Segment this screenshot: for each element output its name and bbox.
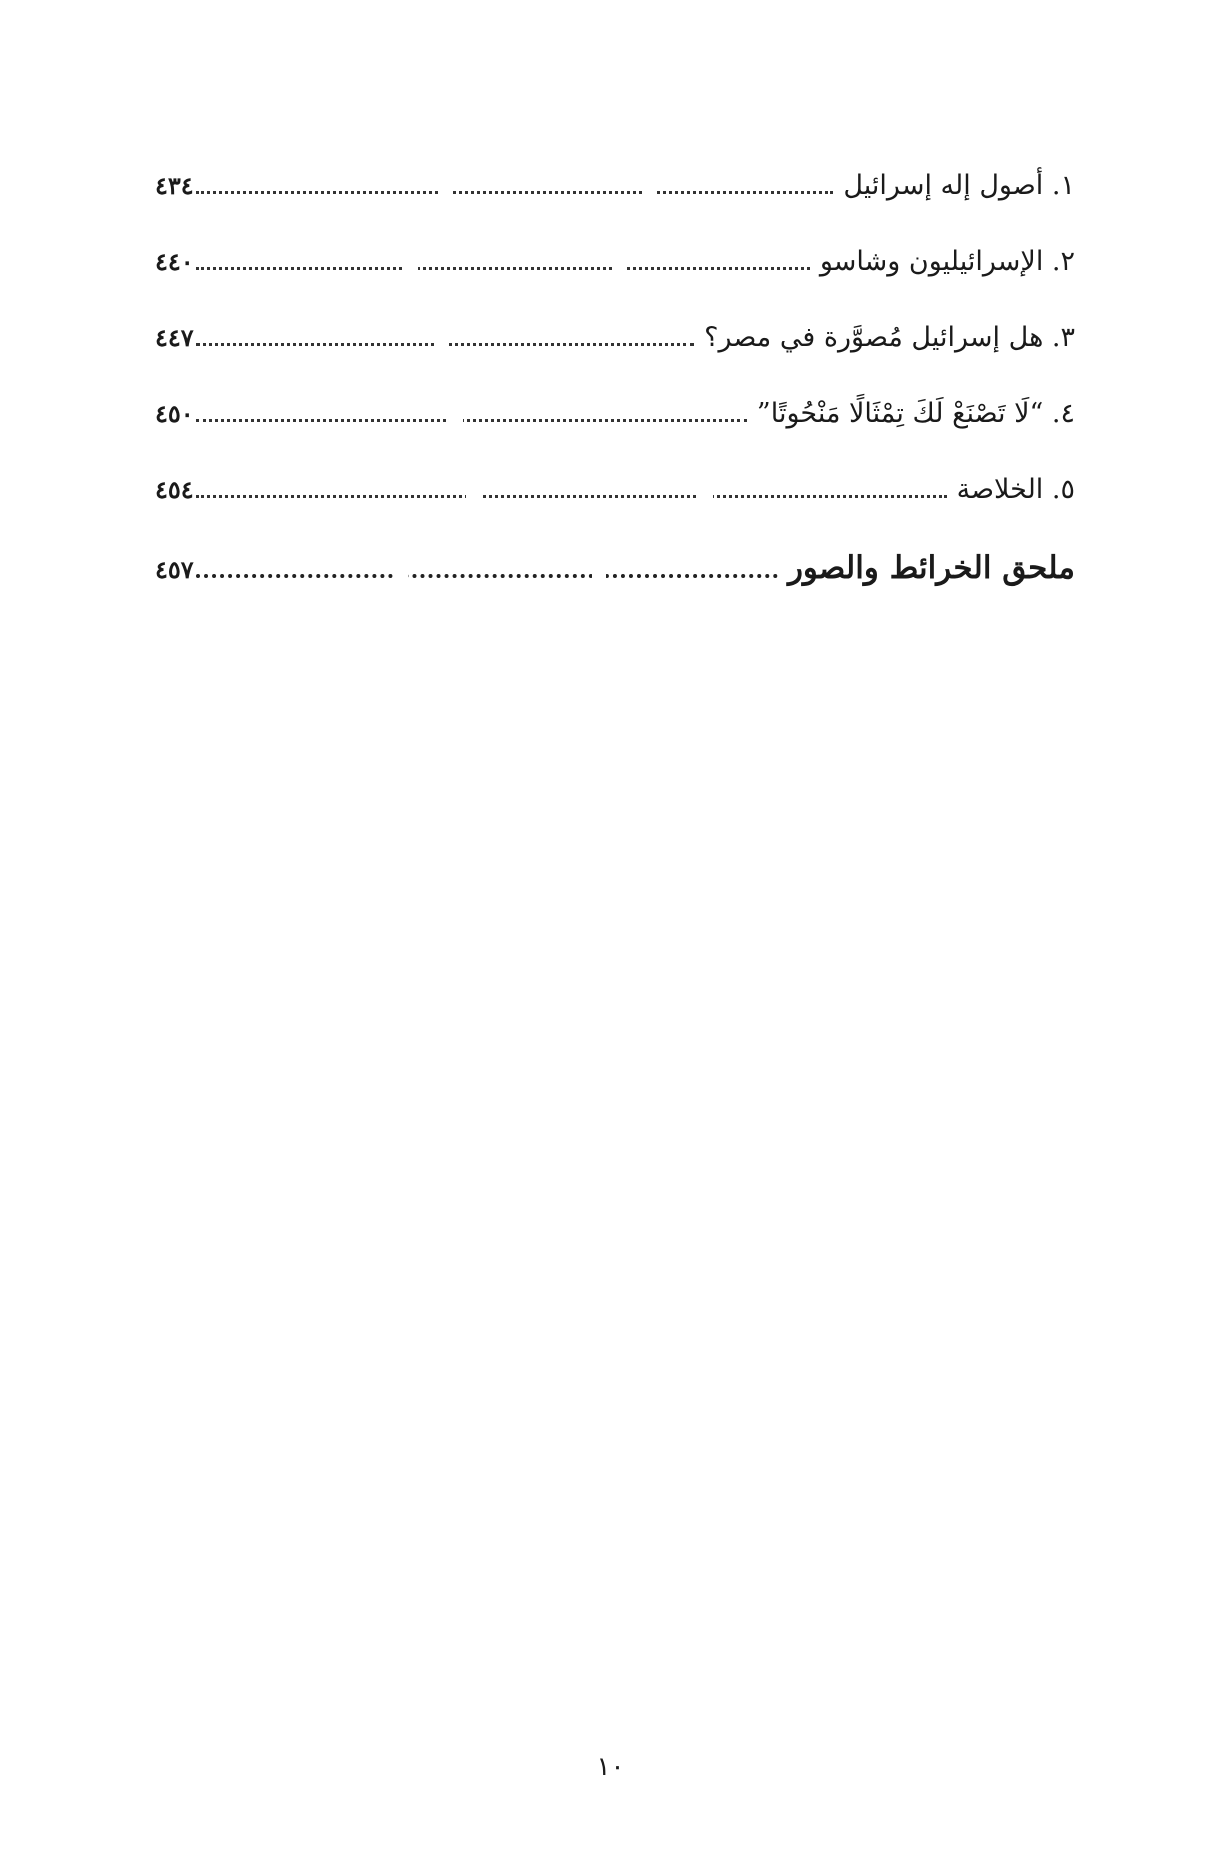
toc-entry-page: ٤٣٤ bbox=[155, 171, 194, 200]
toc-entry-title: ٥. الخلاصة bbox=[956, 474, 1075, 505]
table-of-contents bbox=[155, 170, 1075, 626]
toc-entry-page: ٤٥٤ bbox=[155, 475, 194, 504]
toc-entry-3 bbox=[155, 322, 1075, 398]
toc-entry-page: ٤٤٧ bbox=[155, 323, 194, 352]
dot-leader bbox=[196, 343, 694, 346]
toc-entry-page: ٤٥٠ bbox=[155, 399, 194, 428]
toc-entry-title: ٢. الإسرائيليون وشاسو bbox=[819, 246, 1075, 277]
toc-entry-title: ١. أصول إله إسرائيل bbox=[843, 170, 1075, 201]
dot-leader bbox=[196, 574, 778, 578]
toc-entry-page: ٤٤٠ bbox=[155, 247, 194, 276]
dot-leader bbox=[196, 419, 747, 422]
toc-entry-page: ٤٥٧ bbox=[155, 555, 194, 584]
toc-entry-title: ٤. “لَا تَصْنَعْ لَكَ تِمْثَالًا مَنْحُوتًا” bbox=[756, 398, 1075, 429]
toc-entry-title: ٣. هل إسرائيل مُصوَّرة في مصر؟ bbox=[704, 322, 1075, 353]
dot-leader bbox=[196, 191, 834, 194]
dot-leader bbox=[196, 495, 947, 498]
page-number: ١٠ bbox=[596, 1752, 625, 1782]
toc-entry-title: ملحق الخرائط والصور bbox=[787, 550, 1075, 586]
toc-entry-2 bbox=[155, 246, 1075, 322]
toc-entry-1 bbox=[155, 170, 1075, 246]
toc-entry-4 bbox=[155, 398, 1075, 474]
toc-entry-5 bbox=[155, 474, 1075, 550]
dot-leader bbox=[196, 267, 810, 270]
toc-entry-appendix bbox=[155, 550, 1075, 626]
